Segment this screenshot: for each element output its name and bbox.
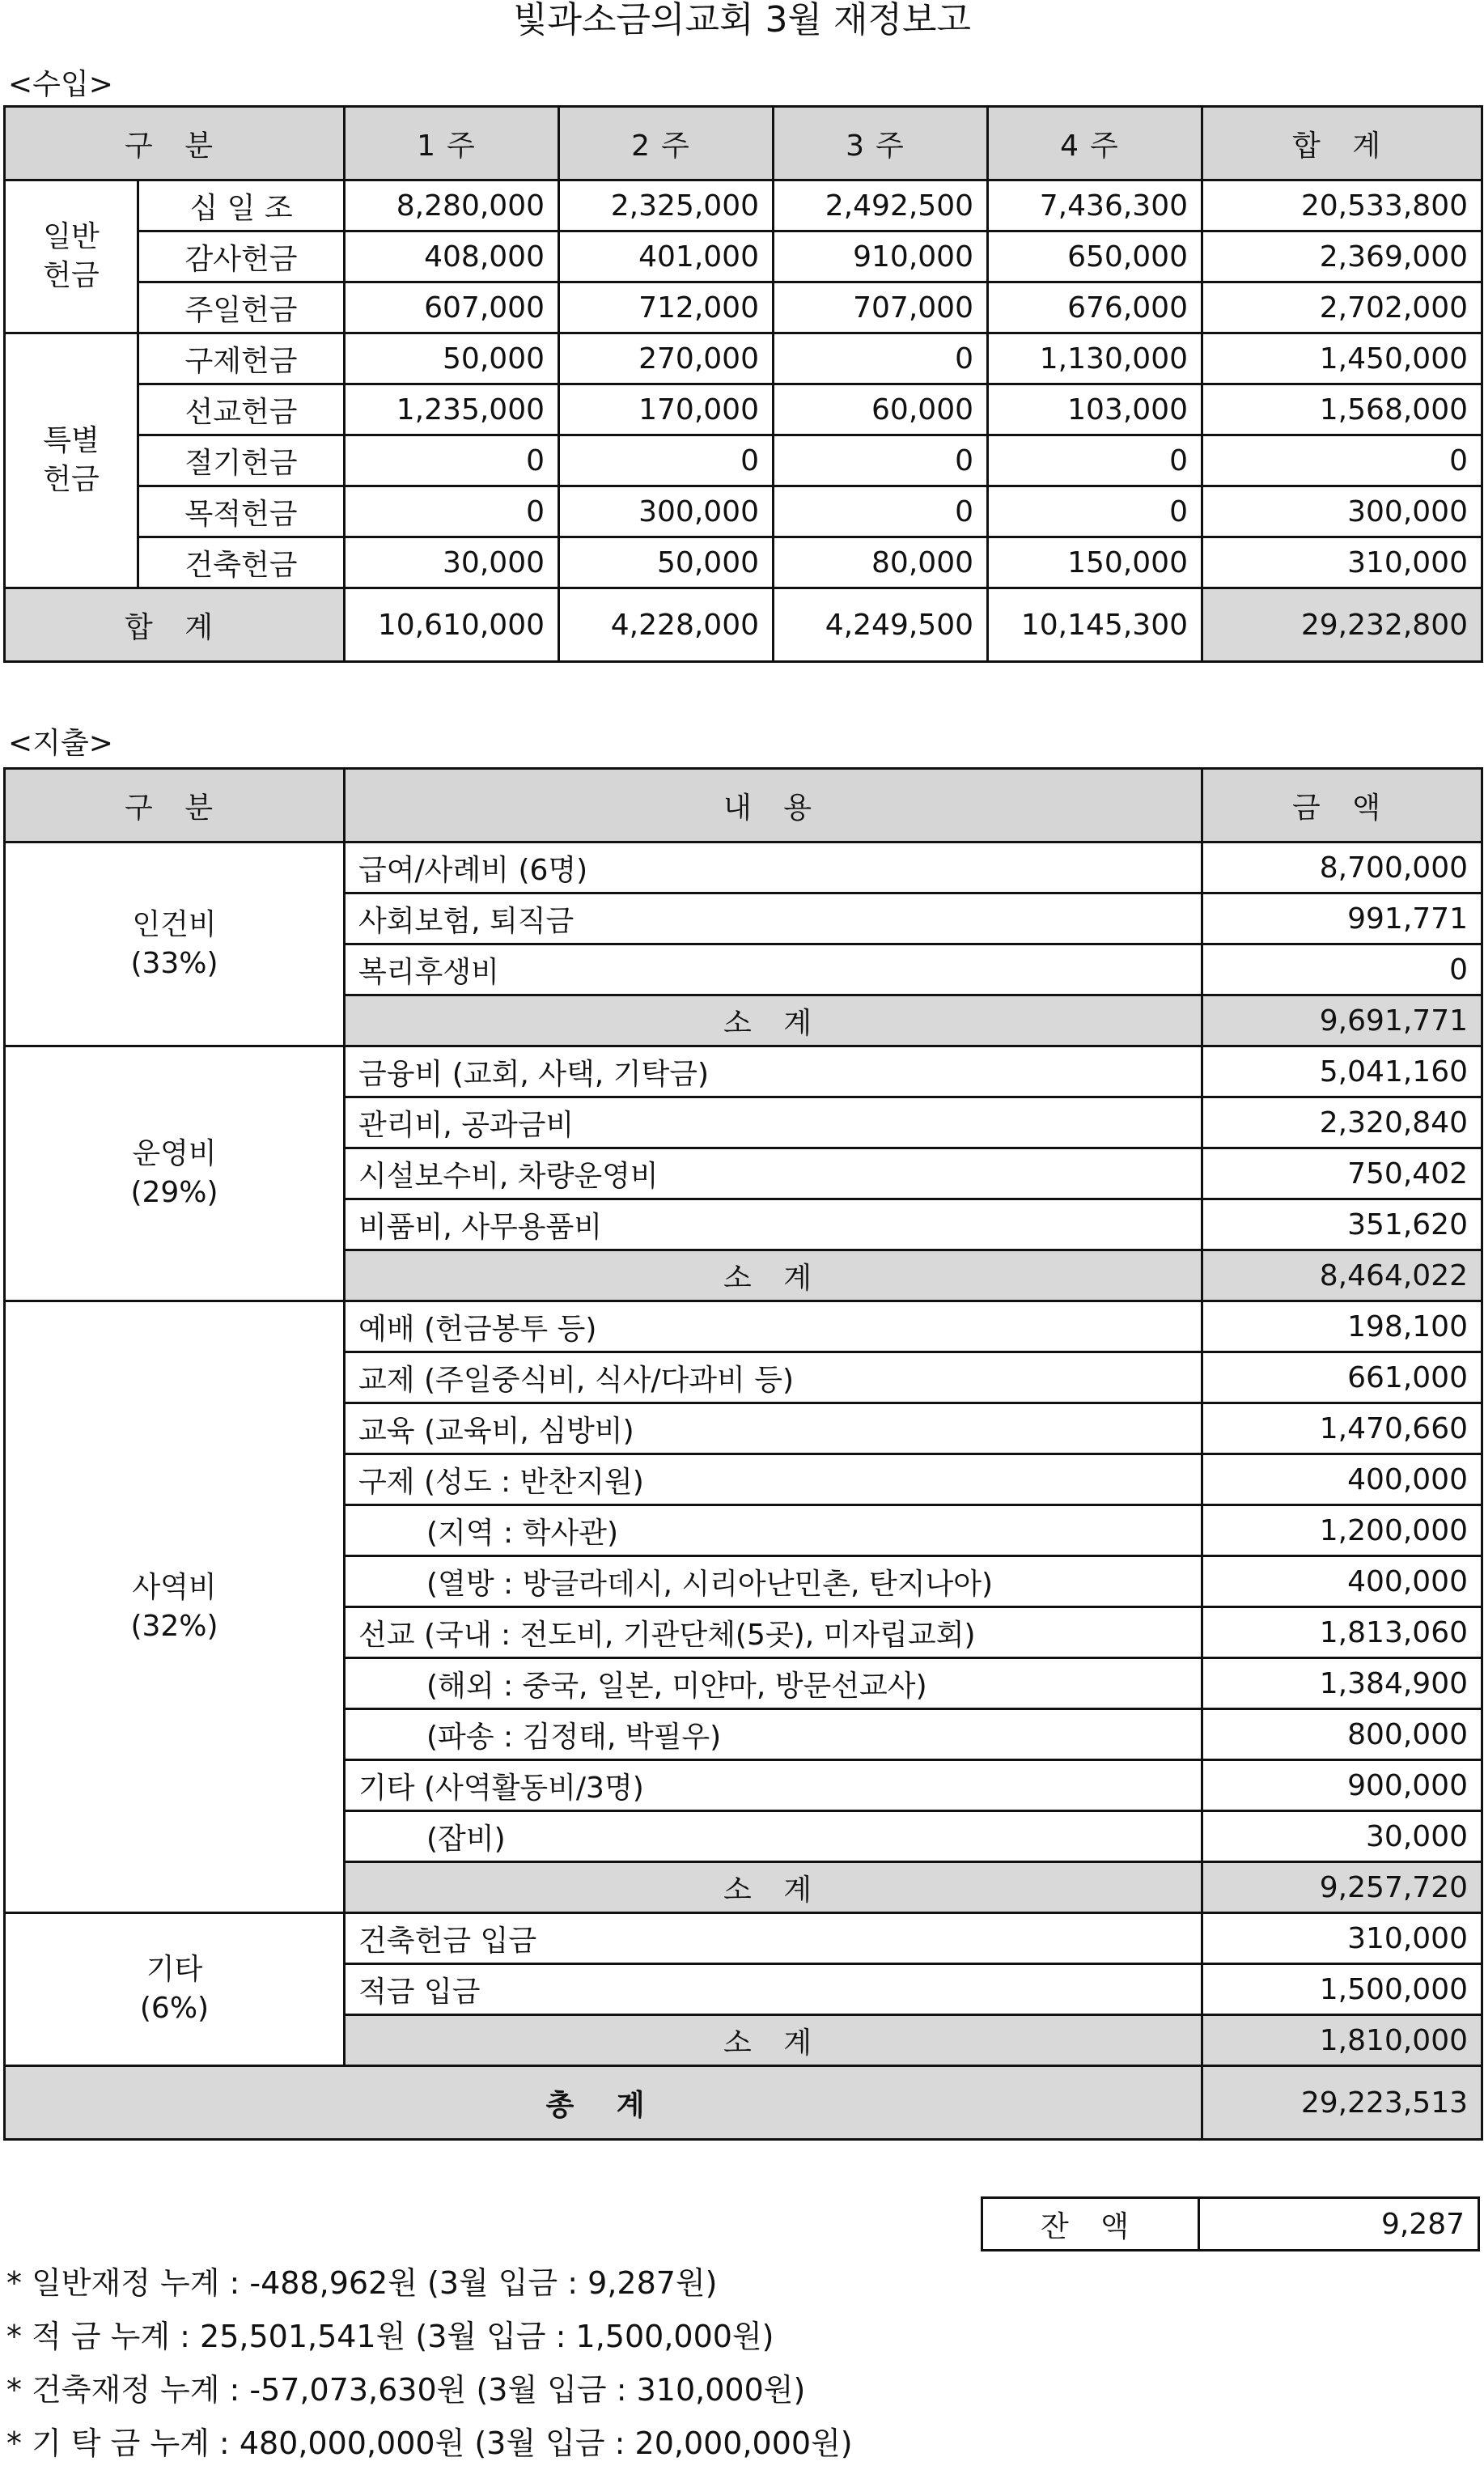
income-week-value: 300,000 bbox=[559, 486, 774, 537]
expense-group-name: 운영비 (29%) bbox=[5, 1046, 345, 1301]
expense-amount: 5,041,160 bbox=[1202, 1046, 1482, 1097]
income-week-value: 0 bbox=[345, 435, 559, 486]
income-table bbox=[3, 105, 1483, 663]
expense-amount: 310,000 bbox=[1202, 1913, 1482, 1964]
expense-subtotal-label: 소 계 bbox=[345, 995, 1202, 1046]
expense-amount: 1,384,900 bbox=[1202, 1658, 1482, 1709]
expense-group-name: 인건비 (33%) bbox=[5, 842, 345, 1046]
income-header-total: 합 계 bbox=[1202, 107, 1482, 180]
expense-amount: 351,620 bbox=[1202, 1199, 1482, 1250]
income-header-week3: 3주 bbox=[774, 107, 988, 180]
note-building-fund: * 건축재정 누계 : -57,073,630원 (3월 입금 : 310,000원) bbox=[6, 2372, 806, 2408]
expense-amount: 1,500,000 bbox=[1202, 1964, 1482, 2015]
income-group-name: 특별 헌금 bbox=[5, 333, 138, 588]
income-total-row bbox=[5, 588, 1482, 662]
expense-amount: 400,000 bbox=[1202, 1454, 1482, 1505]
income-grand-total: 29,232,800 bbox=[1202, 588, 1482, 662]
expense-item: 시설보수비, 차량운영비 bbox=[345, 1148, 1202, 1199]
expense-item: 선교 (국내 : 전도비, 기관단체(5곳), 미자립교회) bbox=[345, 1607, 1202, 1658]
income-week-value: 910,000 bbox=[774, 231, 988, 282]
expense-item: 구제 (성도 : 반찬지원) bbox=[345, 1454, 1202, 1505]
notes bbox=[6, 2256, 853, 2470]
income-row-total: 1,568,000 bbox=[1202, 384, 1482, 435]
expense-amount: 800,000 bbox=[1202, 1709, 1482, 1760]
expense-item: 사회보험, 퇴직금 bbox=[345, 893, 1202, 944]
expense-grand-total-row bbox=[5, 2066, 1482, 2140]
income-row-total: 310,000 bbox=[1202, 537, 1482, 588]
expense-subtotal-label: 소 계 bbox=[345, 2015, 1202, 2066]
income-row-total: 2,369,000 bbox=[1202, 231, 1482, 282]
income-item-name: 주일헌금 bbox=[138, 282, 345, 333]
balance-table bbox=[981, 2196, 1480, 2251]
expense-grand-total-amount: 29,223,513 bbox=[1202, 2066, 1482, 2140]
income-header-week4: 4주 bbox=[988, 107, 1202, 180]
expense-amount: 1,470,660 bbox=[1202, 1403, 1482, 1454]
income-body bbox=[5, 180, 1482, 662]
expense-amount: 1,813,060 bbox=[1202, 1607, 1482, 1658]
expense-subtotal-amount: 8,464,022 bbox=[1202, 1250, 1482, 1301]
expense-item: (잡비) bbox=[345, 1811, 1202, 1862]
note-general-fund: * 일반재정 누계 : -488,962원 (3월 입금 : 9,287원) bbox=[6, 2265, 718, 2301]
expense-table bbox=[3, 767, 1483, 2141]
income-item-name: 절기헌금 bbox=[138, 435, 345, 486]
expense-amount: 900,000 bbox=[1202, 1760, 1482, 1811]
expense-item: 기타 (사역활동비/3명) bbox=[345, 1760, 1202, 1811]
expense-amount: 30,000 bbox=[1202, 1811, 1482, 1862]
income-week-value: 401,000 bbox=[559, 231, 774, 282]
income-week-value: 50,000 bbox=[345, 333, 559, 384]
income-week-value: 60,000 bbox=[774, 384, 988, 435]
income-item-name: 구제헌금 bbox=[138, 333, 345, 384]
expense-item: (해외 : 중국, 일본, 미얀마, 방문선교사) bbox=[345, 1658, 1202, 1709]
income-week-value: 0 bbox=[559, 435, 774, 486]
expense-row bbox=[5, 1301, 1482, 1352]
income-row-total: 1,450,000 bbox=[1202, 333, 1482, 384]
income-week-value: 607,000 bbox=[345, 282, 559, 333]
income-week-value: 1,235,000 bbox=[345, 384, 559, 435]
expense-subtotal-amount: 9,691,771 bbox=[1202, 995, 1482, 1046]
income-week-total: 4,249,500 bbox=[774, 588, 988, 662]
income-item-name: 목적헌금 bbox=[138, 486, 345, 537]
expense-amount: 661,000 bbox=[1202, 1352, 1482, 1403]
expense-amount: 991,771 bbox=[1202, 893, 1482, 944]
expense-item: 관리비, 공과금비 bbox=[345, 1097, 1202, 1148]
income-week-value: 712,000 bbox=[559, 282, 774, 333]
income-week-value: 0 bbox=[774, 333, 988, 384]
income-total-label: 합 계 bbox=[5, 588, 345, 662]
income-week-value: 0 bbox=[345, 486, 559, 537]
expense-amount: 750,402 bbox=[1202, 1148, 1482, 1199]
expense-amount: 8,700,000 bbox=[1202, 842, 1482, 893]
income-week-value: 707,000 bbox=[774, 282, 988, 333]
income-row bbox=[5, 282, 1482, 333]
income-item-name: 감사헌금 bbox=[138, 231, 345, 282]
expense-amount: 0 bbox=[1202, 944, 1482, 995]
income-week-total: 10,145,300 bbox=[988, 588, 1202, 662]
income-week-value: 8,280,000 bbox=[345, 180, 559, 231]
expense-section-label: <지출> bbox=[8, 727, 113, 760]
income-week-value: 50,000 bbox=[559, 537, 774, 588]
income-week-value: 80,000 bbox=[774, 537, 988, 588]
expense-item: 급여/사례비 (6명) bbox=[345, 842, 1202, 893]
income-week-value: 0 bbox=[774, 435, 988, 486]
income-week-value: 0 bbox=[988, 435, 1202, 486]
income-section-label: <수입> bbox=[8, 68, 113, 101]
expense-item: 교제 (주일중식비, 식사/다과비 등) bbox=[345, 1352, 1202, 1403]
income-week-value: 103,000 bbox=[988, 384, 1202, 435]
income-week-value: 2,492,500 bbox=[774, 180, 988, 231]
income-week-value: 1,130,000 bbox=[988, 333, 1202, 384]
income-item-name: 십 일 조 bbox=[138, 180, 345, 231]
expense-group-name: 사역비 (32%) bbox=[5, 1301, 345, 1913]
income-week-value: 0 bbox=[774, 486, 988, 537]
income-week-total: 10,610,000 bbox=[345, 588, 559, 662]
income-week-value: 408,000 bbox=[345, 231, 559, 282]
expense-row bbox=[5, 1913, 1482, 1964]
expense-header-amount: 금 액 bbox=[1202, 769, 1482, 842]
income-row bbox=[5, 435, 1482, 486]
expense-item: 금융비 (교회, 사택, 기탁금) bbox=[345, 1046, 1202, 1097]
income-row bbox=[5, 384, 1482, 435]
income-row-total: 2,702,000 bbox=[1202, 282, 1482, 333]
expense-item: (지역 : 학사관) bbox=[345, 1505, 1202, 1556]
income-week-value: 7,436,300 bbox=[988, 180, 1202, 231]
income-row-total: 300,000 bbox=[1202, 486, 1482, 537]
income-row-total: 20,533,800 bbox=[1202, 180, 1482, 231]
income-row bbox=[5, 537, 1482, 588]
expense-item: (파송 : 김정태, 박필우) bbox=[345, 1709, 1202, 1760]
income-row bbox=[5, 180, 1482, 231]
expense-amount: 1,200,000 bbox=[1202, 1505, 1482, 1556]
expense-item: 건축헌금 입금 bbox=[345, 1913, 1202, 1964]
income-week-value: 650,000 bbox=[988, 231, 1202, 282]
income-group-name: 일반 헌금 bbox=[5, 180, 138, 333]
expense-item: 비품비, 사무용품비 bbox=[345, 1199, 1202, 1250]
income-item-name: 건축헌금 bbox=[138, 537, 345, 588]
expense-grand-total-label: 총 계 bbox=[5, 2066, 1202, 2140]
income-header-week2: 2주 bbox=[559, 107, 774, 180]
income-row bbox=[5, 231, 1482, 282]
balance-label: 잔 액 bbox=[982, 2198, 1199, 2251]
expense-amount: 400,000 bbox=[1202, 1556, 1482, 1607]
expense-subtotal-amount: 9,257,720 bbox=[1202, 1862, 1482, 1913]
balance-amount: 9,287 bbox=[1199, 2198, 1479, 2251]
income-header-category: 구 분 bbox=[5, 107, 345, 180]
income-week-value: 150,000 bbox=[988, 537, 1202, 588]
expense-header-category: 구 분 bbox=[5, 769, 345, 842]
note-savings: * 적 금 누계 : 25,501,541원 (3월 입금 : 1,500,000원) bbox=[6, 2319, 774, 2354]
income-week-total: 4,228,000 bbox=[559, 588, 774, 662]
expense-subtotal-label: 소 계 bbox=[345, 1862, 1202, 1913]
expense-item: 예배 (헌금봉투 등) bbox=[345, 1301, 1202, 1352]
expense-header-content: 내 용 bbox=[345, 769, 1202, 842]
income-row bbox=[5, 486, 1482, 537]
income-row-total: 0 bbox=[1202, 435, 1482, 486]
expense-row bbox=[5, 842, 1482, 893]
expense-item: 적금 입금 bbox=[345, 1964, 1202, 2015]
expense-row bbox=[5, 1046, 1482, 1097]
expense-amount: 198,100 bbox=[1202, 1301, 1482, 1352]
income-week-value: 0 bbox=[988, 486, 1202, 537]
income-item-name: 선교헌금 bbox=[138, 384, 345, 435]
expense-item: 복리후생비 bbox=[345, 944, 1202, 995]
income-week-value: 30,000 bbox=[345, 537, 559, 588]
expense-item: (열방 : 방글라데시, 시리아난민촌, 탄지나아) bbox=[345, 1556, 1202, 1607]
income-week-value: 2,325,000 bbox=[559, 180, 774, 231]
income-week-value: 170,000 bbox=[559, 384, 774, 435]
expense-group-name: 기타 (6%) bbox=[5, 1913, 345, 2066]
expense-subtotal-label: 소 계 bbox=[345, 1250, 1202, 1301]
income-week-value: 270,000 bbox=[559, 333, 774, 384]
expense-amount: 2,320,840 bbox=[1202, 1097, 1482, 1148]
income-row bbox=[5, 333, 1482, 384]
expense-subtotal-amount: 1,810,000 bbox=[1202, 2015, 1482, 2066]
expense-body bbox=[5, 842, 1482, 2140]
report-title: 빛과소금의교회 3월 재정보고 bbox=[512, 0, 971, 40]
expense-item: 교육 (교육비, 심방비) bbox=[345, 1403, 1202, 1454]
note-deposit: * 기 탁 금 누계 : 480,000,000원 (3월 입금 : 20,000,000원) bbox=[6, 2425, 853, 2461]
income-header-week1: 1주 bbox=[345, 107, 559, 180]
income-week-value: 676,000 bbox=[988, 282, 1202, 333]
